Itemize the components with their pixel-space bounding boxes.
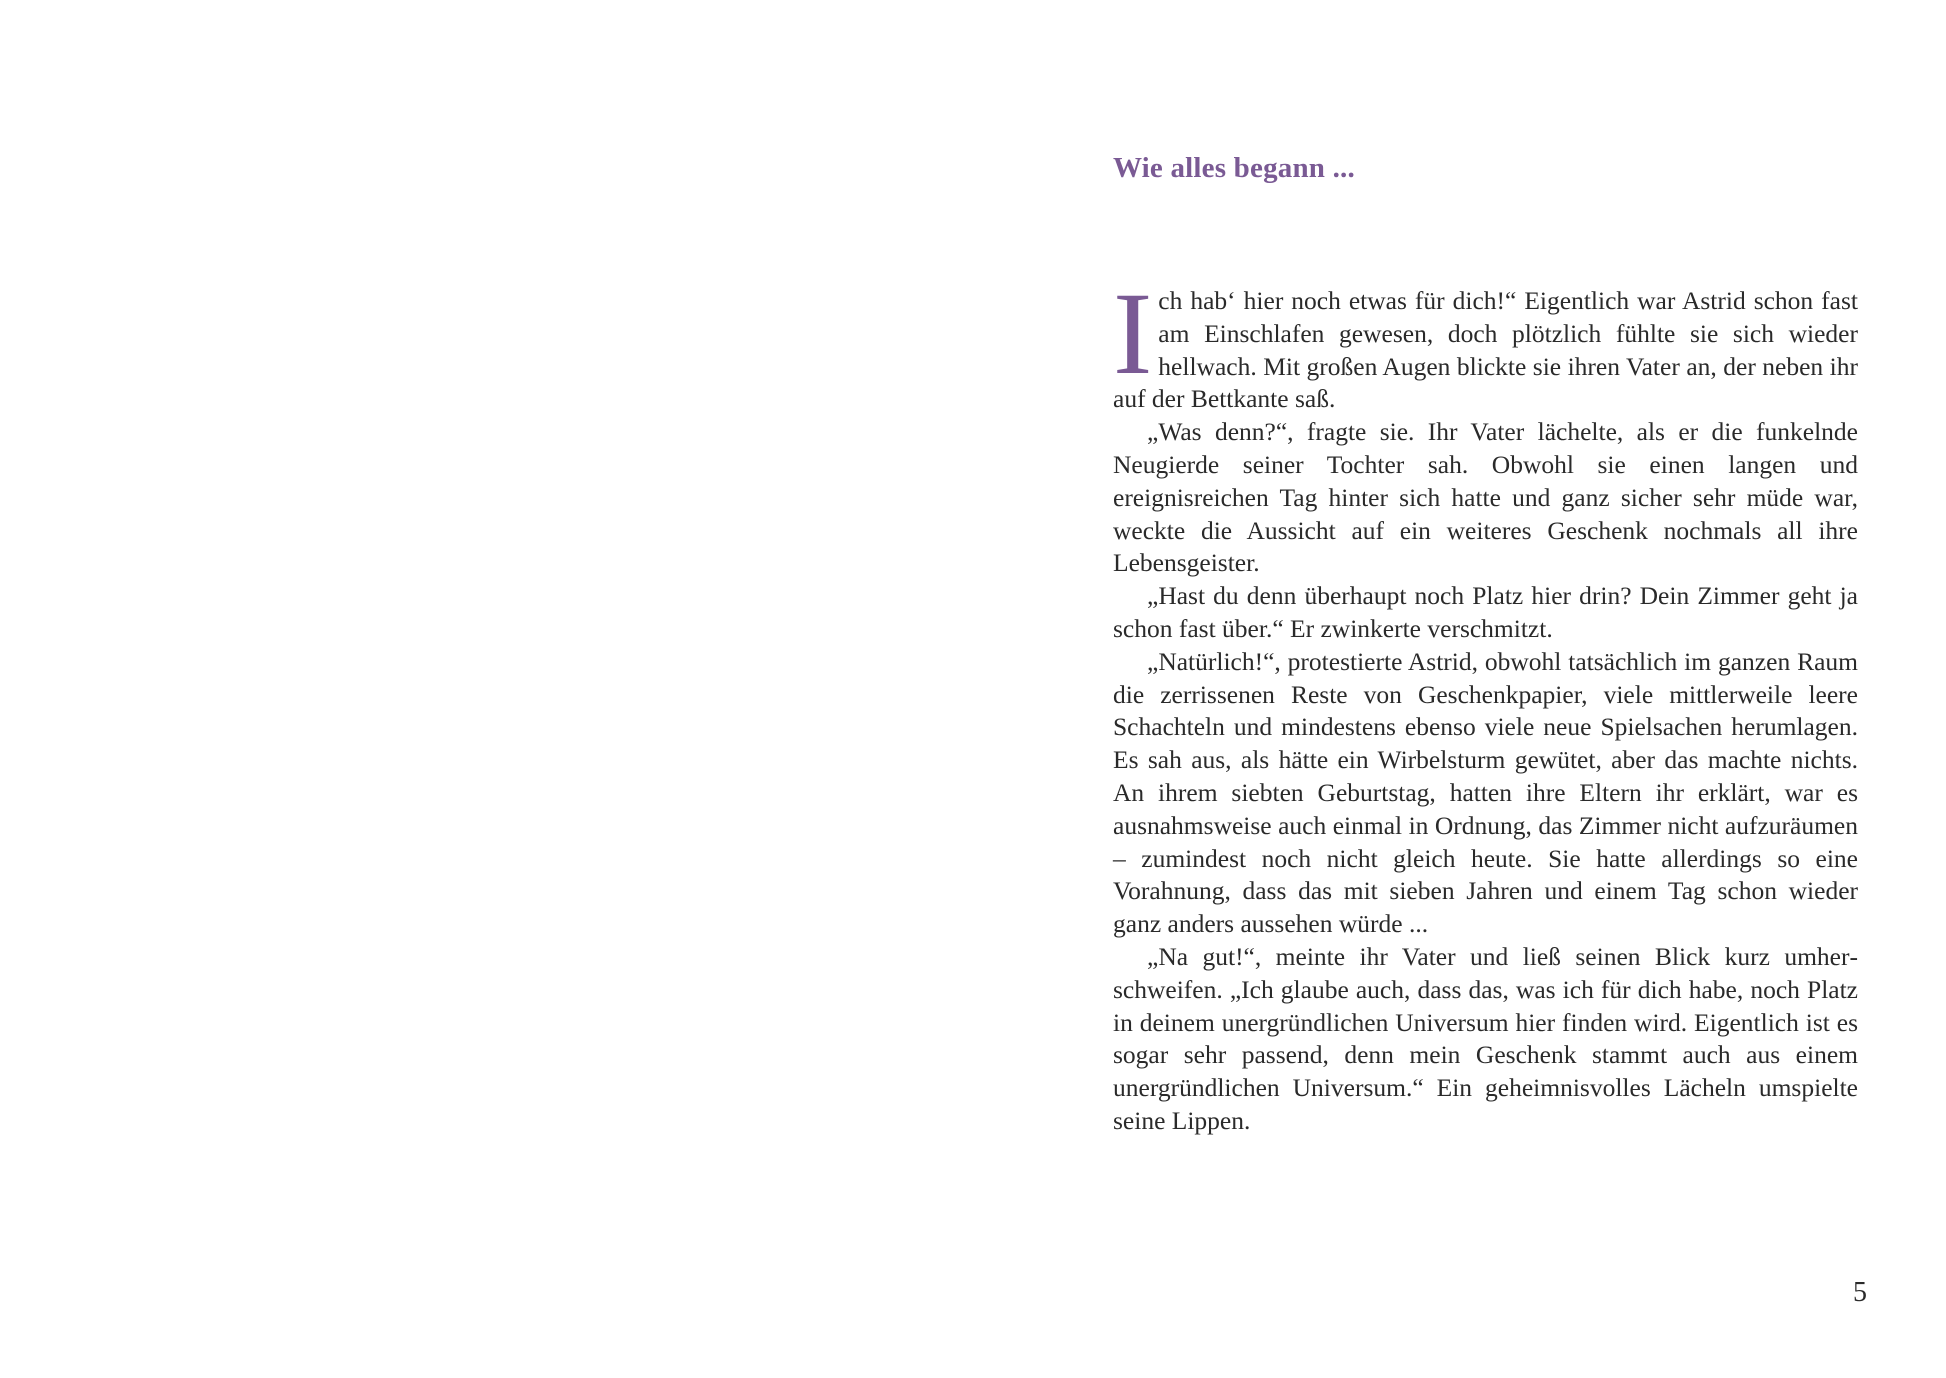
- drop-cap: I: [1113, 268, 1153, 399]
- paragraph-4: „Natürlich!“, protestierte Astrid, obwohl tatsächlich im ganzen Raum die zerrissenen Reste von Geschenkpapier, viele mittlerweile leere Schachteln und mindestens ebenso viele neue Spielsachen herumlagen. Es sah aus, als hätte ein Wirbelsturm gewütet, aber das machte nichts. An ihrem siebten Geburtstag, hatten ihre Eltern ihr erklärt, war es ausnahmsweise auch einmal in Ordnung, das Zimmer nicht aufzuräumen – zumindest noch nicht gleich heute. Sie hatte allerdings so eine Vorahnung, dass das mit sieben Jahren und einem Tag schon wieder ganz anders aussehen würde ...: [1113, 646, 1858, 939]
- chapter-title: Wie alles begann ...: [1113, 152, 1355, 184]
- paragraph-1-text: ch hab‘ hier noch etwas für dich!“ Eigentlich war Astrid schon fast am Einschlafen gewesen, doch plötzlich fühlte sie sich wieder hellwach. Mit großen Augen blickte sie ihren Vater an, der neben ihr auf der Bettkante saß.: [1113, 286, 1858, 414]
- paragraph-1: [1113, 268, 1858, 416]
- paragraph-2: „Was denn?“, fragte sie. Ihr Vater lächelte, als er die funkelnde Neugierde seiner Tochter sah. Obwohl sie einen langen und ereignisreichen Tag hinter sich hatte und ganz sicher sehr müde war, weckte die Aussicht auf ein weiteres Geschenk nochmals all ihre Lebensgeister.: [1113, 417, 1858, 578]
- body-text: [1113, 268, 1858, 1138]
- page-number: 5: [1853, 1277, 1867, 1308]
- right-page: [973, 0, 1946, 1378]
- paragraph-3: „Hast du denn überhaupt noch Platz hier drin? Dein Zimmer geht ja schon fast über.“ Er zwinkerte verschmitzt.: [1113, 581, 1858, 643]
- paragraph-5: „Na gut!“, meinte ihr Vater und ließ seinen Blick kurz umherschweifen. „Ich glaube auch, dass das, was ich für dich habe, noch Platz in deinem unergründlichen Universum hier finden wird. Eigentlich ist es sogar sehr passend, denn mein Geschenk stammt auch aus einem unergründlichen Universum.“ Ein geheimnisvolles Lächeln umspielte seine Lippen.: [1113, 941, 1858, 1135]
